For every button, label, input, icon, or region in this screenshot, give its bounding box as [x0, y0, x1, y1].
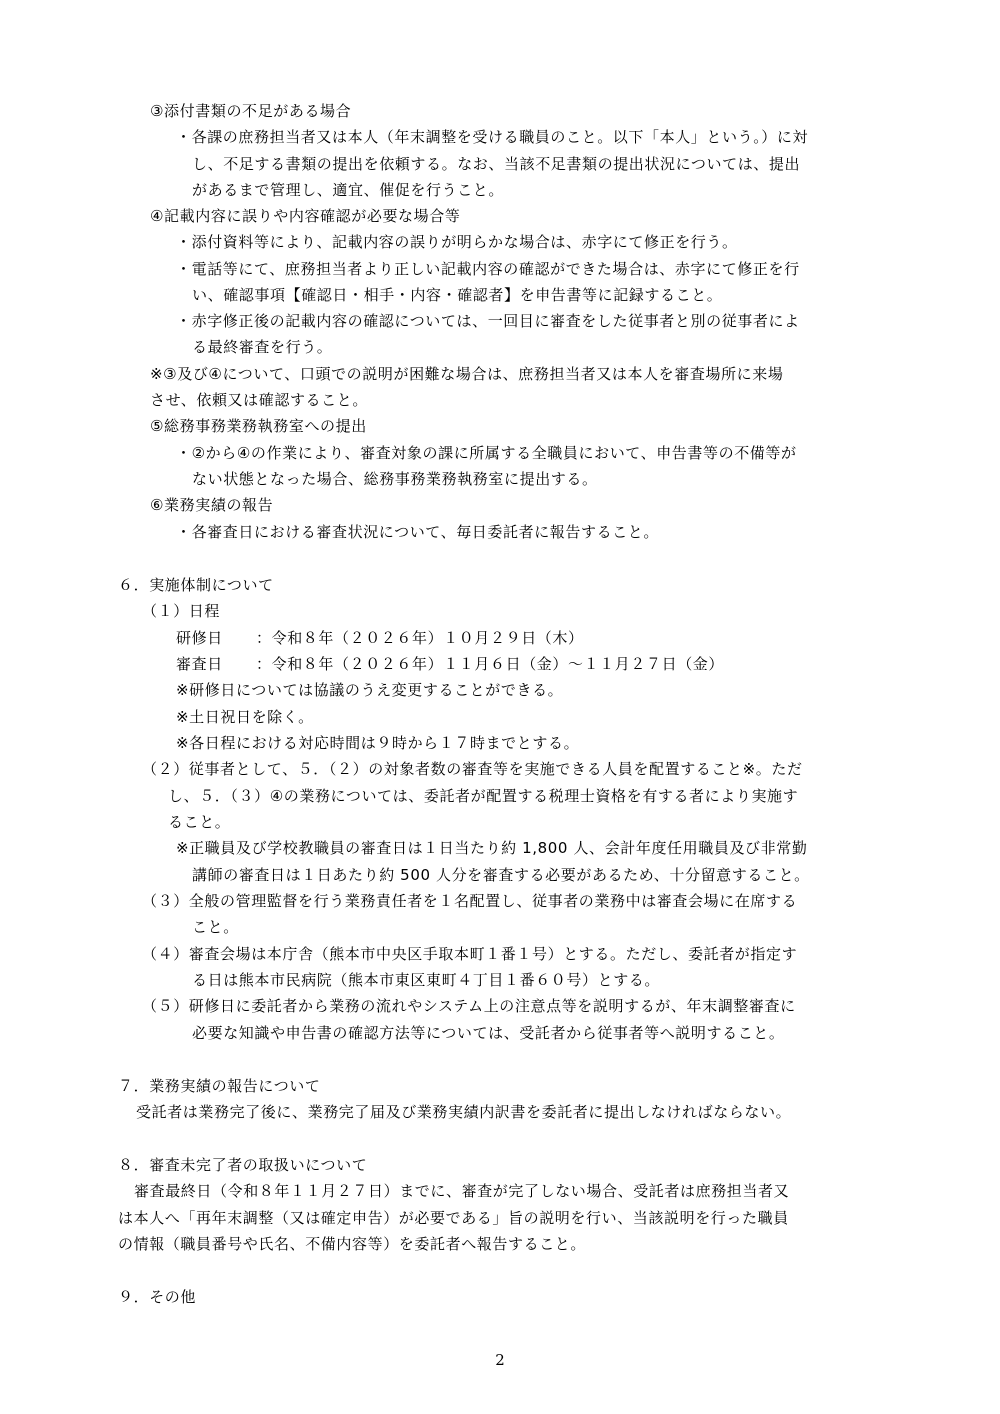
schedule-note: ※各日程における対応時間は９時から１７時までとする。	[176, 734, 580, 752]
section8-body: は本人へ「再年末調整（又は確定申告）が必要である」旨の説明を行い、当該説明を行った職員	[118, 1209, 789, 1227]
section6-sub4-line: （４）審査会場は本庁舎（熊本市中央区手取本町１番１号）とする。ただし、委託者が指定す	[142, 945, 798, 963]
page-number: 2	[495, 1351, 505, 1369]
review-date-value: ：令和８年（２０２６年）１１月６日（金）～１１月２７日（金）	[256, 655, 725, 673]
schedule-note: ※土日祝日を除く。	[176, 708, 314, 726]
item4-bullet-line: ・添付資料等により、記載内容の誤りが明らかな場合は、赤字にて修正を行う。	[176, 233, 738, 251]
section6-sub2-note: ※正職員及び学校教職員の審査日は１日当たり約 1,800 人、会計年度任用職員及び非常勤	[176, 839, 808, 857]
review-date-label: 審査日	[176, 655, 223, 673]
section6-sub1-heading: （１）日程	[142, 602, 221, 620]
section6-sub5-line: （５）研修日に委託者から業務の流れやシステム上の注意点等を説明するが、年末調整審査に	[142, 997, 796, 1015]
note-line: ※③及び④について、口頭での説明が困難な場合は、庶務担当者又は本人を審査場所に来場	[150, 365, 784, 383]
section6-sub4-line: る日は熊本市民病院（熊本市東区東町４丁目１番６０号）とする。	[192, 971, 661, 989]
item6-heading: ⑥業務実績の報告	[150, 496, 274, 514]
section7-body: 受託者は業務完了後に、業務完了届及び業務実績内訳書を委託者に提出しなければならない。	[136, 1103, 792, 1121]
section6-sub2-line: （２）従事者として、５．（２）の対象者数の審査等を実施できる人員を配置すること※。ただ	[142, 760, 803, 778]
section6-sub5-line: 必要な知識や申告書の確認方法等については、受託者から従事者等へ説明すること。	[192, 1024, 785, 1042]
item4-bullet-line: い、確認事項【確認日・相手・内容・確認者】を申告書等に記録すること。	[192, 286, 723, 304]
section6-sub3-line: （３）全般の管理監督を行う業務責任者を１名配置し、従事者の業務中は審査会場に在席する	[142, 892, 798, 910]
item5-heading: ⑤総務事務業務執務室への提出	[150, 417, 367, 435]
section7-heading: ７．業務実績の報告について	[118, 1077, 321, 1095]
item5-bullet-line: ない状態となった場合、総務事務業務執務室に提出する。	[192, 470, 598, 488]
section9-heading: ９．その他	[118, 1288, 197, 1306]
section6-sub3-line: こと。	[192, 918, 239, 936]
section6-sub2-line: し、５．（３）④の業務については、委託者が配置する税理士資格を有する者により実施す	[168, 787, 799, 805]
section8-heading: ８．審査未完了者の取扱いについて	[118, 1156, 368, 1174]
section6-sub2-note: 講師の審査日は１日あたり約 500 人分を審査する必要があるため、十分留意すること。	[192, 866, 810, 884]
item4-bullet-line: る最終審査を行う。	[192, 338, 333, 356]
section8-body: の情報（職員番号や氏名、不備内容等）を委託者へ報告すること。	[118, 1235, 587, 1253]
item3-heading: ③添付書類の不足がある場合	[150, 102, 352, 120]
item3-bullet-line: し、不足する書類の提出を依頼する。なお、当該不足書類の提出状況については、提出	[192, 155, 801, 173]
training-date-label: 研修日	[176, 629, 223, 647]
item3-bullet-line: ・各課の庶務担当者又は本人（年末調整を受ける職員のこと。以下「本人」という。）に対	[176, 128, 809, 146]
item4-bullet-line: ・赤字修正後の記載内容の確認については、一回目に審査をした従事者と別の従事者によ	[176, 312, 800, 330]
item6-bullet-line: ・各審査日における審査状況について、毎日委託者に報告すること。	[176, 523, 660, 541]
training-date-value: ：令和８年（２０２６年）１０月２９日（木）	[256, 629, 584, 647]
item3-bullet-line: があるまで管理し、適宜、催促を行うこと。	[192, 181, 505, 199]
item4-bullet-line: ・電話等にて、庶務担当者より正しい記載内容の確認ができた場合は、赤字にて修正を行	[176, 260, 800, 278]
item4-heading: ④記載内容に誤りや内容確認が必要な場合等	[150, 207, 461, 225]
note-line: させ、依頼又は確認すること。	[150, 391, 368, 409]
section8-body: 審査最終日（令和８年１１月２７日）までに、審査が完了しない場合、受託者は庶務担当者又	[134, 1182, 790, 1200]
section6-heading: ６．実施体制について	[118, 576, 274, 594]
section6-sub2-line: ること。	[168, 813, 231, 831]
schedule-note: ※研修日については協議のうえ変更することができる。	[176, 681, 564, 699]
item5-bullet-line: ・②から④の作業により、審査対象の課に所属する全職員において、申告書等の不備等が	[176, 444, 797, 462]
